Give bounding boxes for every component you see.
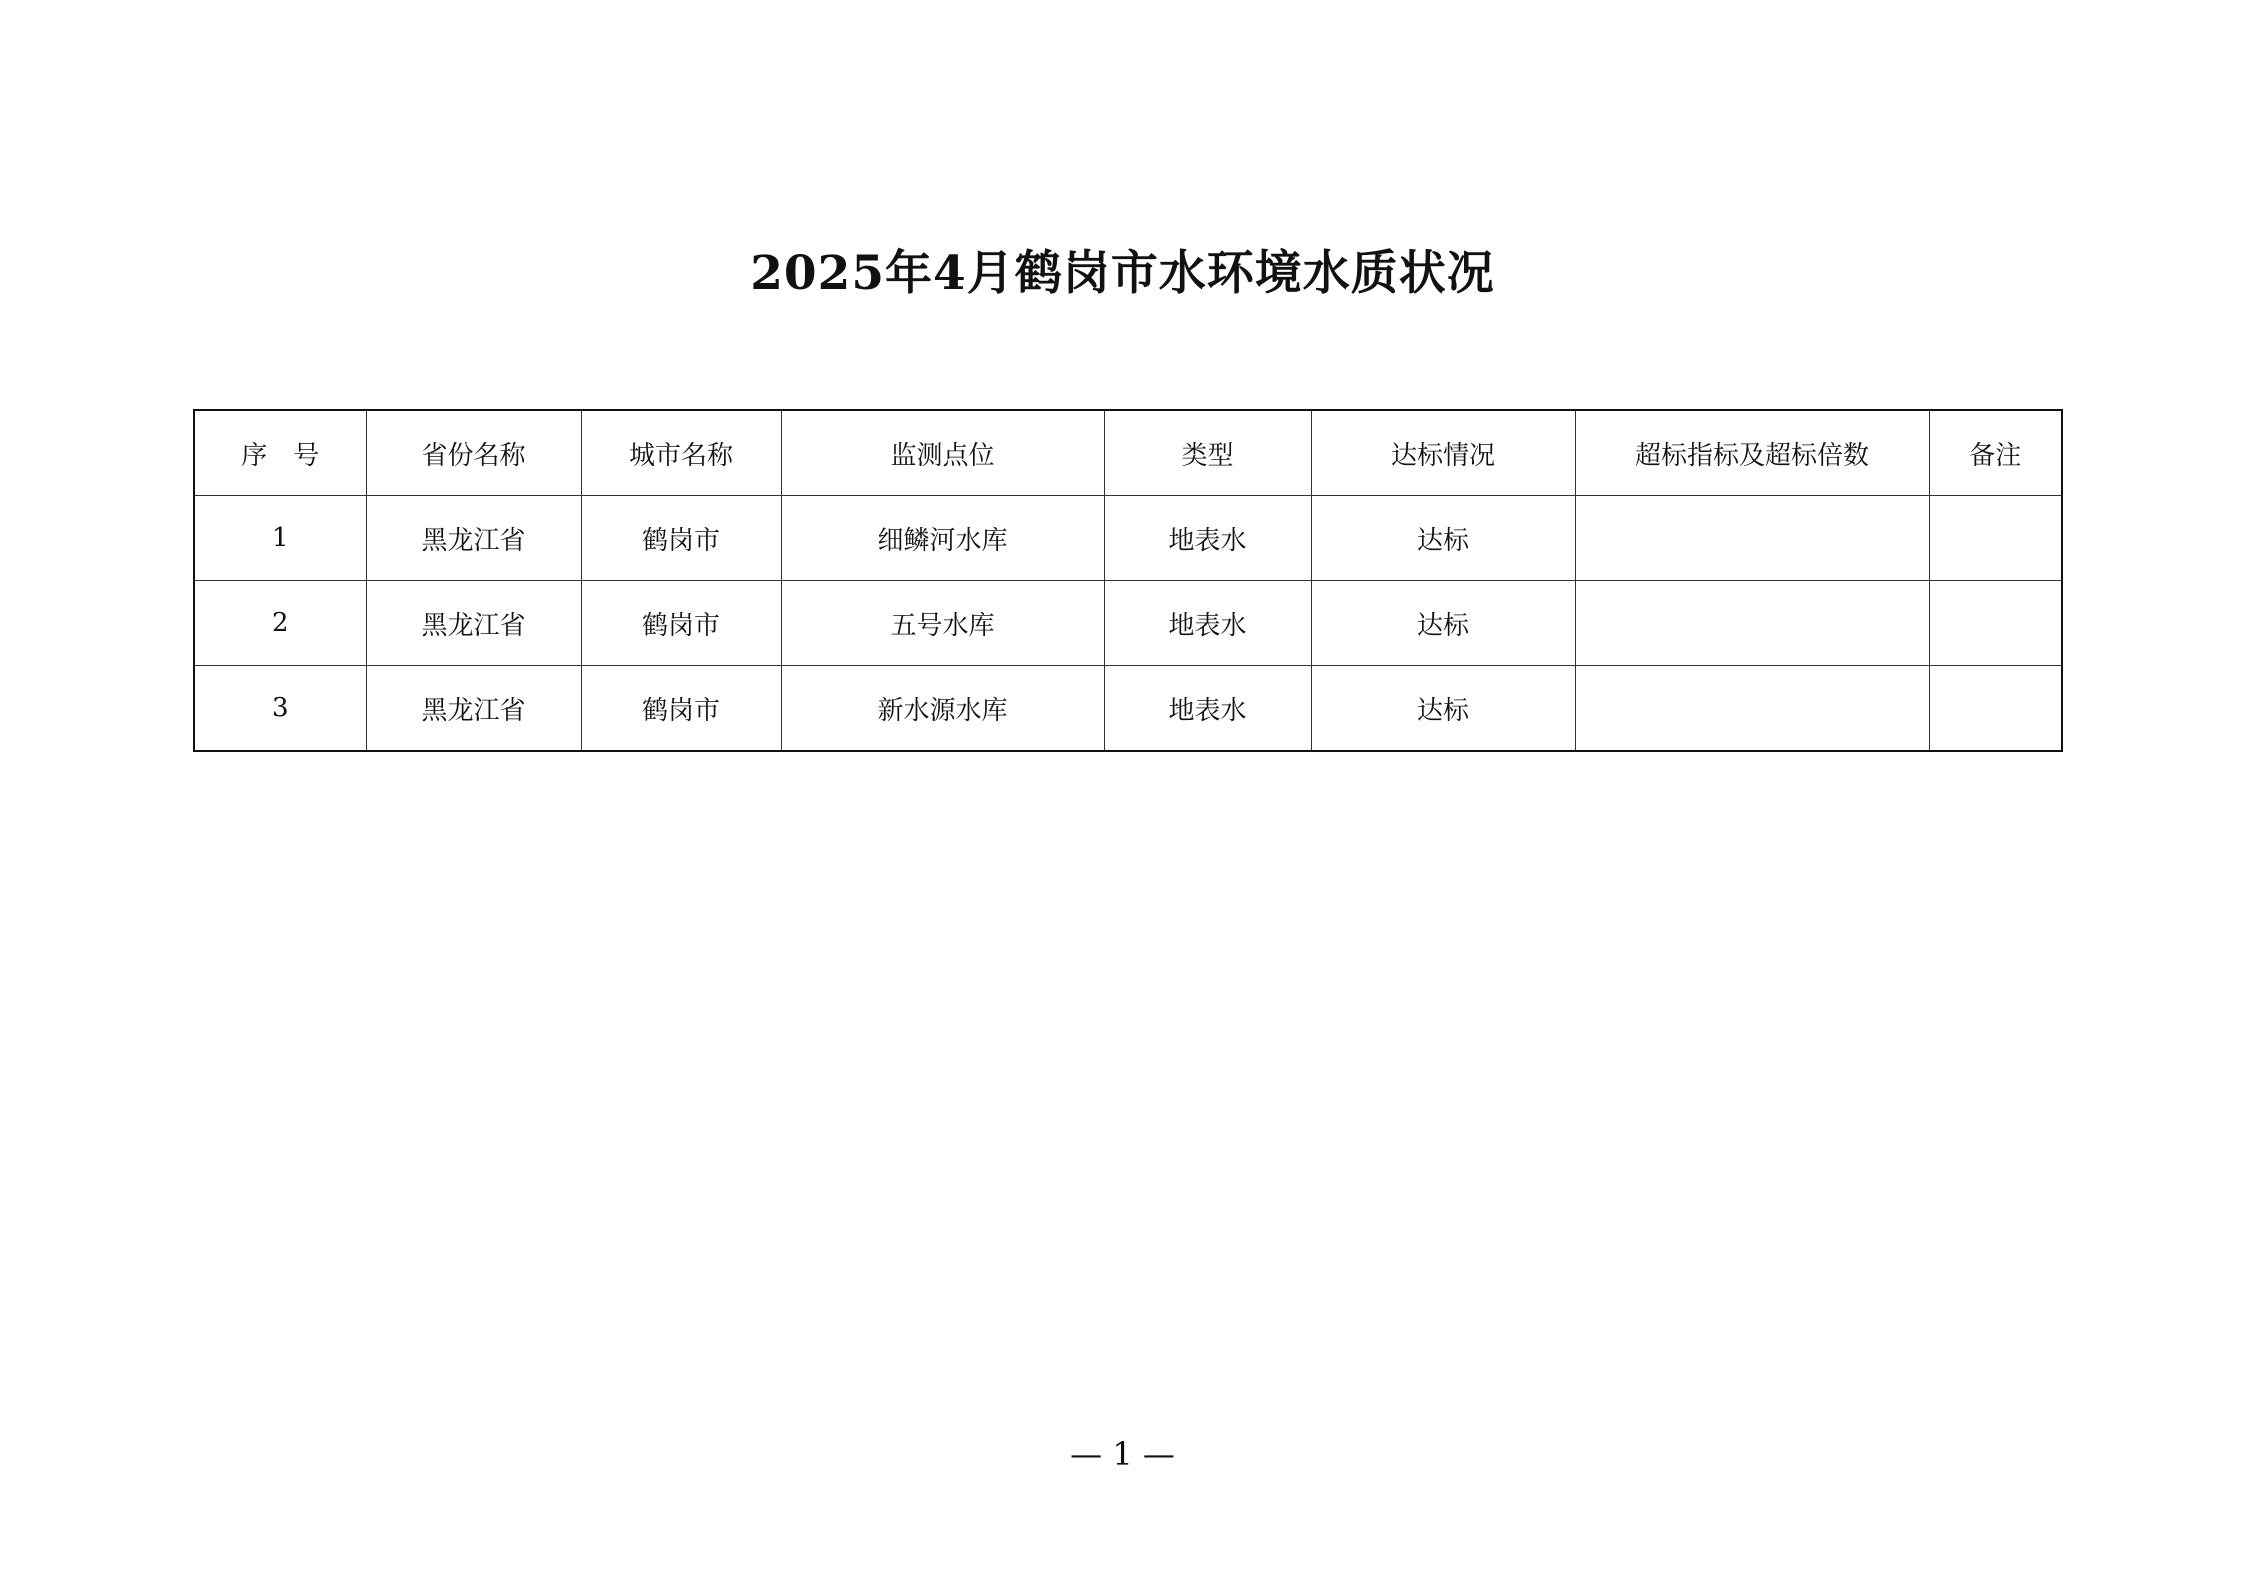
cell-monitoring-site: 细鳞河水库 <box>781 496 1104 581</box>
table-row <box>194 496 2062 581</box>
cell-province: 黑龙江省 <box>366 666 581 752</box>
cell-serial-number: 1 <box>194 496 366 581</box>
header-compliance: 达标情况 <box>1311 410 1575 496</box>
cell-type: 地表水 <box>1104 496 1311 581</box>
table-header-row <box>194 410 2062 496</box>
cell-city: 鹤岗市 <box>581 666 781 752</box>
cell-city: 鹤岗市 <box>581 496 781 581</box>
cell-remarks <box>1929 666 2062 752</box>
water-quality-table <box>193 409 2063 752</box>
cell-compliance: 达标 <box>1311 581 1575 666</box>
cell-exceeding-indicators <box>1575 496 1929 581</box>
cell-monitoring-site: 五号水库 <box>781 581 1104 666</box>
table-row <box>194 581 2062 666</box>
cell-remarks <box>1929 496 2062 581</box>
header-province: 省份名称 <box>366 410 581 496</box>
cell-exceeding-indicators <box>1575 581 1929 666</box>
header-city: 城市名称 <box>581 410 781 496</box>
cell-serial-number: 3 <box>194 666 366 752</box>
cell-remarks <box>1929 581 2062 666</box>
cell-compliance: 达标 <box>1311 666 1575 752</box>
cell-monitoring-site: 新水源水库 <box>781 666 1104 752</box>
cell-city: 鹤岗市 <box>581 581 781 666</box>
header-type: 类型 <box>1104 410 1311 496</box>
page-title: 2025年4月鹤岗市水环境水质状况 <box>750 246 1495 301</box>
cell-serial-number: 2 <box>194 581 366 666</box>
cell-province: 黑龙江省 <box>366 496 581 581</box>
cell-type: 地表水 <box>1104 666 1311 752</box>
header-remarks: 备注 <box>1929 410 2062 496</box>
cell-province: 黑龙江省 <box>366 581 581 666</box>
header-serial-number: 序 号 <box>194 410 366 496</box>
cell-exceeding-indicators <box>1575 666 1929 752</box>
header-exceeding-indicators: 超标指标及超标倍数 <box>1575 410 1929 496</box>
cell-compliance: 达标 <box>1311 496 1575 581</box>
page-number: — 1 — <box>1070 1435 1175 1473</box>
header-monitoring-site: 监测点位 <box>781 410 1104 496</box>
cell-type: 地表水 <box>1104 581 1311 666</box>
table-row <box>194 666 2062 752</box>
